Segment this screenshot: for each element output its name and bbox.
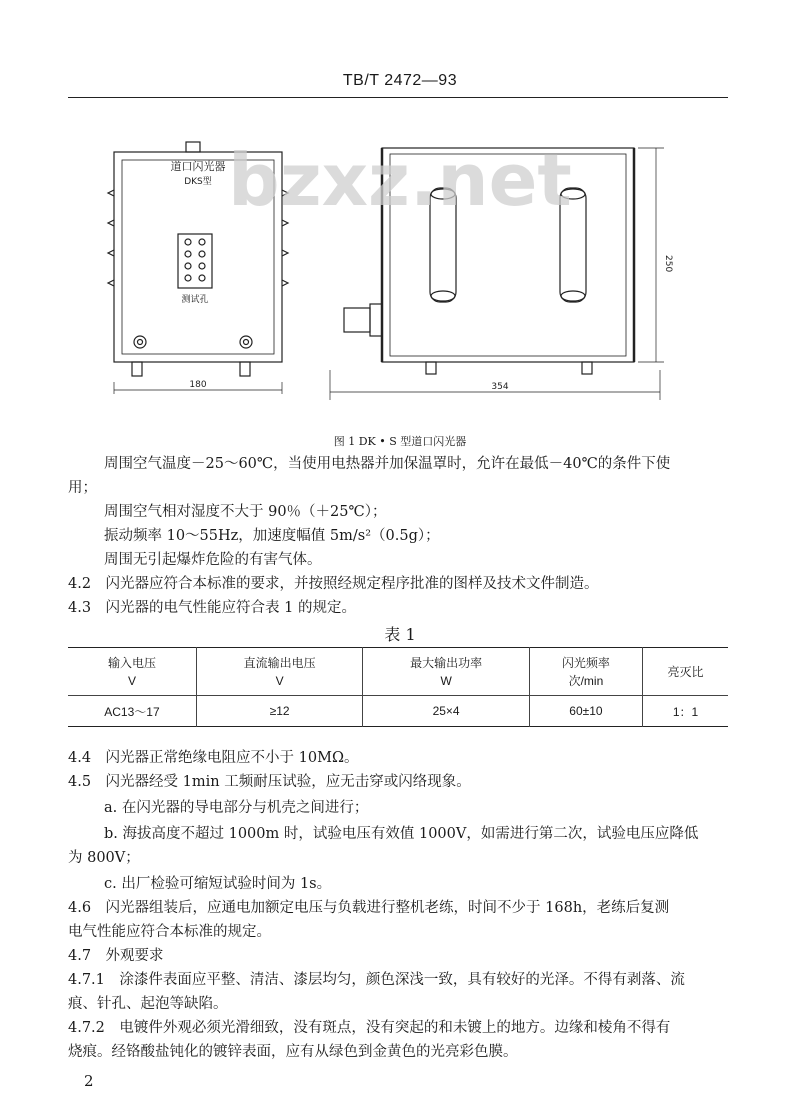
- col-flash-frequency: 闪光频率 次/min: [529, 648, 642, 696]
- clause-4-5-b-cont: 为 800V；: [68, 850, 140, 866]
- env-vibration: 振动频率 10～55Hz，加速度幅值 5m/s²（0.5g）；: [104, 528, 440, 544]
- col-on-off-ratio: 亮灭比: [643, 648, 728, 696]
- test-hole-panel: [178, 234, 212, 288]
- clause-4-7-2-cont: 烧痕。经铬酸盐钝化的镀锌表面，应有从绿色到金黄色的光亮彩色膜。: [68, 1044, 518, 1060]
- cell-input-voltage: AC13～17: [104, 704, 160, 719]
- env-temperature-cont: 用；: [68, 480, 97, 496]
- clause-4-7-1: 4.7.1 涂漆件表面应平整、清洁、漆层均匀，颜色深浅一致，具有较好的光泽。不得有剥落、流: [68, 972, 685, 988]
- standard-code-header: TB/T 2472—93: [342, 72, 458, 89]
- clause-4-5-a: a. 在闪光器的导电部分与机壳之间进行；: [104, 800, 369, 816]
- clause-4-5-c: c. 出厂检验可缩短试验时间为 1s。: [104, 876, 332, 892]
- table-title: 表 1: [384, 625, 416, 644]
- col-max-output-power: 最大输出功率 W: [363, 648, 529, 696]
- col-dc-output-voltage: 直流输出电压 V: [196, 648, 362, 696]
- electrical-performance-table: [68, 647, 728, 727]
- page-number: 2: [84, 1072, 94, 1090]
- clause-4-7: 4.7 外观要求: [68, 948, 164, 964]
- env-temperature: 周围空气温度－25～60℃，当使用电热器并加保温罩时，允许在最低－40℃的条件下使: [104, 456, 671, 472]
- clause-4-6-cont: 电气性能应符合本标准的规定。: [68, 924, 271, 940]
- cable-connector: [344, 308, 370, 332]
- col-input-voltage: 输入电压 V: [107, 655, 156, 688]
- clause-4-5-b: b. 海拔高度不超过 1000m 时，试验电压有效值 1000V，如需进行第二次，试验电压应降低: [104, 826, 699, 842]
- flasher-drawing: [100, 130, 680, 430]
- clause-4-2: 4.2 闪光器应符合本标准的要求，并按照经规定程序批准的图样及技术文件制造。: [68, 576, 599, 592]
- clause-4-7-1-cont: 痕、针孔、起泡等缺陷。: [68, 996, 228, 1012]
- clause-4-5: 4.5 闪光器经受 1min 工频耐压试验，应无击穿或闪络现象。: [68, 774, 471, 790]
- header-rule: [68, 97, 728, 98]
- dim-height: 250: [663, 255, 673, 273]
- clause-4-6: 4.6 闪光器组装后，应通电加额定电压与负载进行整机老练，时间不少于 168h，老练后复测: [68, 900, 670, 916]
- cell-max-output-power: 25×4: [363, 696, 529, 727]
- env-humidity: 周围空气相对湿度不大于 90％（＋25℃）；: [104, 504, 387, 520]
- clause-4-3: 4.3 闪光器的电气性能应符合表 1 的规定。: [68, 600, 357, 616]
- dim-width-side: 354: [491, 382, 509, 392]
- table-header-row: [68, 648, 728, 696]
- dim-width-front: 180: [189, 380, 207, 390]
- cell-on-off-ratio: 1：1: [643, 696, 728, 727]
- cell-dc-output-voltage: ≥12: [196, 696, 362, 727]
- cell-flash-frequency: 60±10: [529, 696, 642, 727]
- clause-4-4: 4.4 闪光器正常绝缘电阻应不小于 10MΩ。: [68, 750, 359, 766]
- env-gas: 周围无引起爆炸危险的有害气体。: [104, 552, 322, 568]
- clause-4-7-2: 4.7.2 电镀件外观必须光滑细致，没有斑点，没有突起的和未镀上的地方。边缘和棱角不得有: [68, 1020, 671, 1036]
- table-row: [68, 696, 728, 727]
- figure-caption: 图 1 DK • S 型道口闪光器: [333, 435, 467, 448]
- watermark: bzxz.net: [228, 138, 572, 222]
- device-label-line1: 道口闪光器: [170, 160, 226, 173]
- device-label-line2: DKS型: [184, 177, 212, 187]
- test-hole-label: 测试孔: [181, 295, 209, 305]
